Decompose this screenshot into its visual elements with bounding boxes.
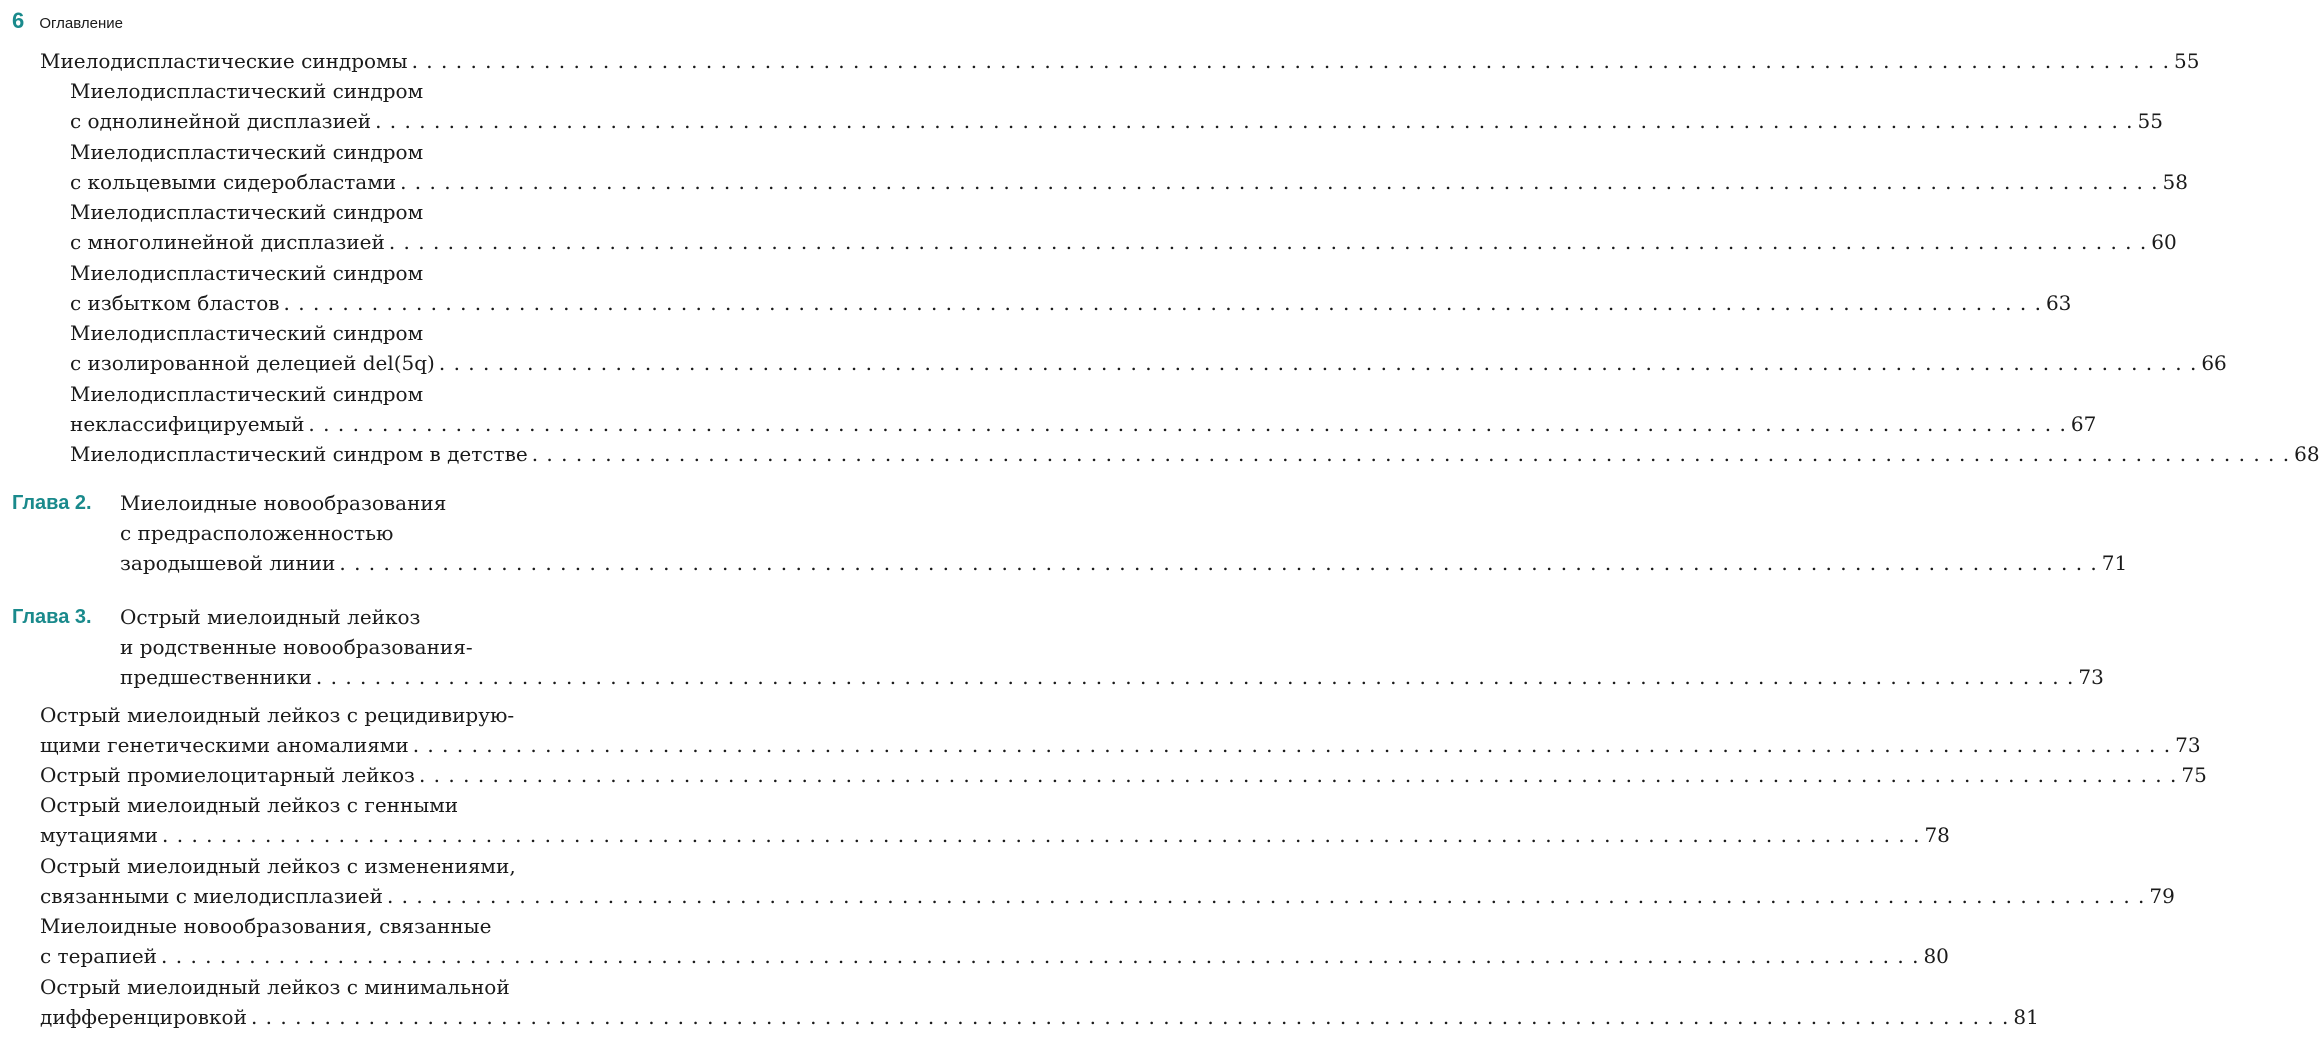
- toc-entry-title: Миелоидные новообразования, связанные: [40, 914, 492, 938]
- dot-leader: . . . . . . . . . . . . . . . . . . . . . . . . . . . . . . . . . . . . . . . . . . . . . . . . . . . . . . . . . . . . . . . . . . . . . . . . . . . . . . . . . . . . . . . . . . . . . . . . . . . . . . . . . . . . . . . . . . . . . . . .: [250, 1005, 2010, 1029]
- dot-leader: . . . . . . . . . . . . . . . . . . . . . . . . . . . . . . . . . . . . . . . . . . . . . . . . . . . . . . . . . . . . . . . . . . . . . . . . . . . . . . . . . . . . . . . . . . . . . . . . . . . . . . . . . . . . . . . . . . . . . . . .: [161, 944, 1920, 968]
- toc-entry-title: Миелодиспластический синдром: [70, 321, 424, 345]
- chapter-title: и родственные новообразования-: [120, 635, 473, 659]
- toc-line: [70, 137, 423, 167]
- toc-line: [40, 1002, 2039, 1032]
- toc-entry-title: дифференцировкой: [40, 1005, 247, 1029]
- toc-line: [70, 288, 2072, 318]
- toc-line: [40, 790, 458, 820]
- dot-leader: . . . . . . . . . . . . . . . . . . . . . . . . . . . . . . . . . . . . . . . . . . . . . . . . . . . . . . . . . . . . . . . . . . . . . . . . . . . . . . . . . . . . . . . . . . . . . . . . . . . . . . . . . . . . . . . . . . . . . . . .: [418, 763, 2178, 787]
- dot-leader: . . . . . . . . . . . . . . . . . . . . . . . . . . . . . . . . . . . . . . . . . . . . . . . . . . . . . . . . . . . . . . . . . . . . . . . . . . . . . . . . . . . . . . . . . . . . . . . . . . . . . . . . . . . . . . . . . . . . . . . .: [308, 412, 2067, 436]
- toc-page-number: 79: [2149, 884, 2175, 908]
- chapter-label: Глава 2.: [12, 492, 92, 514]
- toc-page-number: 71: [2101, 551, 2128, 575]
- toc-entry-title: с терапией: [40, 944, 158, 968]
- toc-page-number: 68: [2294, 442, 2320, 466]
- toc-line: [70, 348, 2227, 378]
- toc-page-number: 55: [2137, 109, 2163, 133]
- chapter-title: Острый миелоидный лейкоз: [120, 605, 421, 629]
- toc-line: [120, 602, 420, 632]
- toc-line: [40, 941, 1949, 971]
- toc-line: [40, 851, 516, 881]
- dot-leader: . . . . . . . . . . . . . . . . . . . . . . . . . . . . . . . . . . . . . . . . . . . . . . . . . . . . . . . . . . . . . . . . . . . . . . . . . . . . . . . . . . . . . . . . . . . . . . . . . . . . . . . . . . . . . . . . . . . . . . . .: [438, 351, 2198, 375]
- dot-leader: . . . . . . . . . . . . . . . . . . . . . . . . . . . . . . . . . . . . . . . . . . . . . . . . . . . . . . . . . . . . . . . . . . . . . . . . . . . . . . . . . . . . . . . . . . . . . . . . . . . . . . . . . . . . . . . . . . . . . . . .: [386, 884, 2146, 908]
- toc-entry-title: Миелодиспластический синдром в детстве: [70, 442, 528, 466]
- toc-line: [40, 730, 2201, 760]
- dot-leader: . . . . . . . . . . . . . . . . . . . . . . . . . . . . . . . . . . . . . . . . . . . . . . . . . . . . . . . . . . . . . . . . . . . . . . . . . . . . . . . . . . . . . . . . . . . . . . . . . . . . . . . . . . . . . . . . . . . . . . . .: [339, 551, 2098, 575]
- toc-entry-title: Миелодиспластический синдром: [70, 79, 424, 103]
- toc-entry-title: с кольцевыми сидеробластами: [70, 170, 397, 194]
- dot-leader: . . . . . . . . . . . . . . . . . . . . . . . . . . . . . . . . . . . . . . . . . . . . . . . . . . . . . . . . . . . . . . . . . . . . . . . . . . . . . . . . . . . . . . . . . . . . . . . . . . . . . . . . . . . . . . . . . . . . . . . .: [283, 291, 2042, 315]
- toc-line: [70, 379, 423, 409]
- toc-entry-title: щими генетическими аномалиями: [40, 733, 409, 757]
- toc-entry-title: Острый миелоидный лейкоз с минимальной: [40, 975, 510, 999]
- toc-line: [120, 548, 2128, 578]
- toc-line: [40, 760, 2207, 790]
- toc-page-number: 58: [2162, 170, 2188, 194]
- dot-leader: . . . . . . . . . . . . . . . . . . . . . . . . . . . . . . . . . . . . . . . . . . . . . . . . . . . . . . . . . . . . . . . . . . . . . . . . . . . . . . . . . . . . . . . . . . . . . . . . . . . . . . . . . . . . . . . . . . . . . . . .: [400, 170, 2159, 194]
- toc-entry-title: неклассифицируемый: [70, 412, 305, 436]
- toc-page-number: 78: [1924, 823, 1950, 847]
- toc-page-number: 75: [2181, 763, 2207, 787]
- toc-entry-title: Миелодиспластические синдромы: [40, 49, 408, 73]
- dot-leader: . . . . . . . . . . . . . . . . . . . . . . . . . . . . . . . . . . . . . . . . . . . . . . . . . . . . . . . . . . . . . . . . . . . . . . . . . . . . . . . . . . . . . . . . . . . . . . . . . . . . . . . . . . . . . . . . . . . . . . . .: [375, 109, 2134, 133]
- toc-page-number: 67: [2070, 412, 2097, 436]
- chapter-label: Глава 3.: [12, 606, 92, 628]
- toc-page-number: 73: [2175, 733, 2201, 757]
- dot-leader: . . . . . . . . . . . . . . . . . . . . . . . . . . . . . . . . . . . . . . . . . . . . . . . . . . . . . . . . . . . . . . . . . . . . . . . . . . . . . . . . . . . . . . . . . . . . . . . . . . . . . . . . . . . . . . . . . . . . . . . .: [162, 823, 1921, 847]
- dot-leader: . . . . . . . . . . . . . . . . . . . . . . . . . . . . . . . . . . . . . . . . . . . . . . . . . . . . . . . . . . . . . . . . . . . . . . . . . . . . . . . . . . . . . . . . . . . . . . . . . . . . . . . . . . . . . . . . . . . . . . . .: [388, 230, 2148, 254]
- toc-line: [40, 881, 2175, 911]
- running-head: [12, 8, 123, 34]
- toc-line: [70, 167, 2188, 197]
- page-number: 6: [12, 8, 25, 33]
- toc-entry-title: Острый миелоидный лейкоз с генными: [40, 793, 459, 817]
- toc-entry-title: Острый миелоидный лейкоз с рецидивирую-: [40, 703, 515, 727]
- toc-entry-title: с многолинейной дисплазией: [70, 230, 385, 254]
- toc-entry-title: Миелодиспластический синдром: [70, 261, 424, 285]
- running-head-title: Оглавление: [39, 15, 123, 32]
- toc-entry-title: с изолированной делецией del(5q): [70, 351, 435, 375]
- dot-leader: . . . . . . . . . . . . . . . . . . . . . . . . . . . . . . . . . . . . . . . . . . . . . . . . . . . . . . . . . . . . . . . . . . . . . . . . . . . . . . . . . . . . . . . . . . . . . . . . . . . . . . . . . . . . . . . . . . . . . . . .: [412, 733, 2172, 757]
- toc-entry-title: связанными с миелодисплазией: [40, 884, 383, 908]
- toc-line: [120, 518, 393, 548]
- dot-leader: . . . . . . . . . . . . . . . . . . . . . . . . . . . . . . . . . . . . . . . . . . . . . . . . . . . . . . . . . . . . . . . . . . . . . . . . . . . . . . . . . . . . . . . . . . . . . . . . . . . . . . . . . . . . . . . . . . . . . . . .: [411, 49, 2171, 73]
- toc-page-number: 80: [1923, 944, 1949, 968]
- toc-entry-title: Миелодиспластический синдром: [70, 140, 424, 164]
- toc-entry-title: мутациями: [40, 823, 159, 847]
- chapter-title: предшественники: [120, 665, 312, 689]
- toc-page-number: 66: [2201, 351, 2227, 375]
- toc-line: [70, 76, 423, 106]
- dot-leader: . . . . . . . . . . . . . . . . . . . . . . . . . . . . . . . . . . . . . . . . . . . . . . . . . . . . . . . . . . . . . . . . . . . . . . . . . . . . . . . . . . . . . . . . . . . . . . . . . . . . . . . . . . . . . . . . . . . . . . . .: [315, 665, 2075, 689]
- toc-line: [40, 820, 1950, 850]
- toc-line: [40, 46, 2200, 76]
- toc-line: [40, 911, 491, 941]
- toc-line: [120, 488, 446, 518]
- toc-page-number: 60: [2151, 230, 2177, 254]
- toc-line: [70, 318, 423, 348]
- toc-entry-title: с избытком бластов: [70, 291, 280, 315]
- toc-line: [40, 972, 510, 1002]
- toc-entry-title: Острый промиелоцитарный лейкоз: [40, 763, 415, 787]
- toc-page-number: 81: [2013, 1005, 2039, 1029]
- toc-page-number: 73: [2078, 665, 2104, 689]
- toc-line: [70, 439, 2320, 469]
- toc-line: [70, 258, 423, 288]
- toc-page-number: 63: [2045, 291, 2072, 315]
- toc-entry-title: Миелодиспластический синдром: [70, 382, 424, 406]
- dot-leader: . . . . . . . . . . . . . . . . . . . . . . . . . . . . . . . . . . . . . . . . . . . . . . . . . . . . . . . . . . . . . . . . . . . . . . . . . . . . . . . . . . . . . . . . . . . . . . . . . . . . . . . . . . . . . . . . . . . . . . . .: [531, 442, 2291, 466]
- chapter-title: зародышевой линии: [120, 551, 336, 575]
- toc-line: [70, 106, 2163, 136]
- toc-entry-title: Острый миелоидный лейкоз с изменениями,: [40, 854, 516, 878]
- toc-line: [70, 227, 2177, 257]
- toc-line: [120, 662, 2104, 692]
- toc-line: [120, 632, 473, 662]
- toc-line: [40, 700, 514, 730]
- toc-page-number: 55: [2174, 49, 2200, 73]
- chapter-title: с предрасположенностью: [120, 521, 394, 545]
- toc-line: [70, 409, 2097, 439]
- toc-entry-title: Миелодиспластический синдром: [70, 200, 424, 224]
- chapter-title: Миелоидные новообразования: [120, 491, 447, 515]
- toc-entry-title: с однолинейной дисплазией: [70, 109, 372, 133]
- toc-line: [70, 197, 423, 227]
